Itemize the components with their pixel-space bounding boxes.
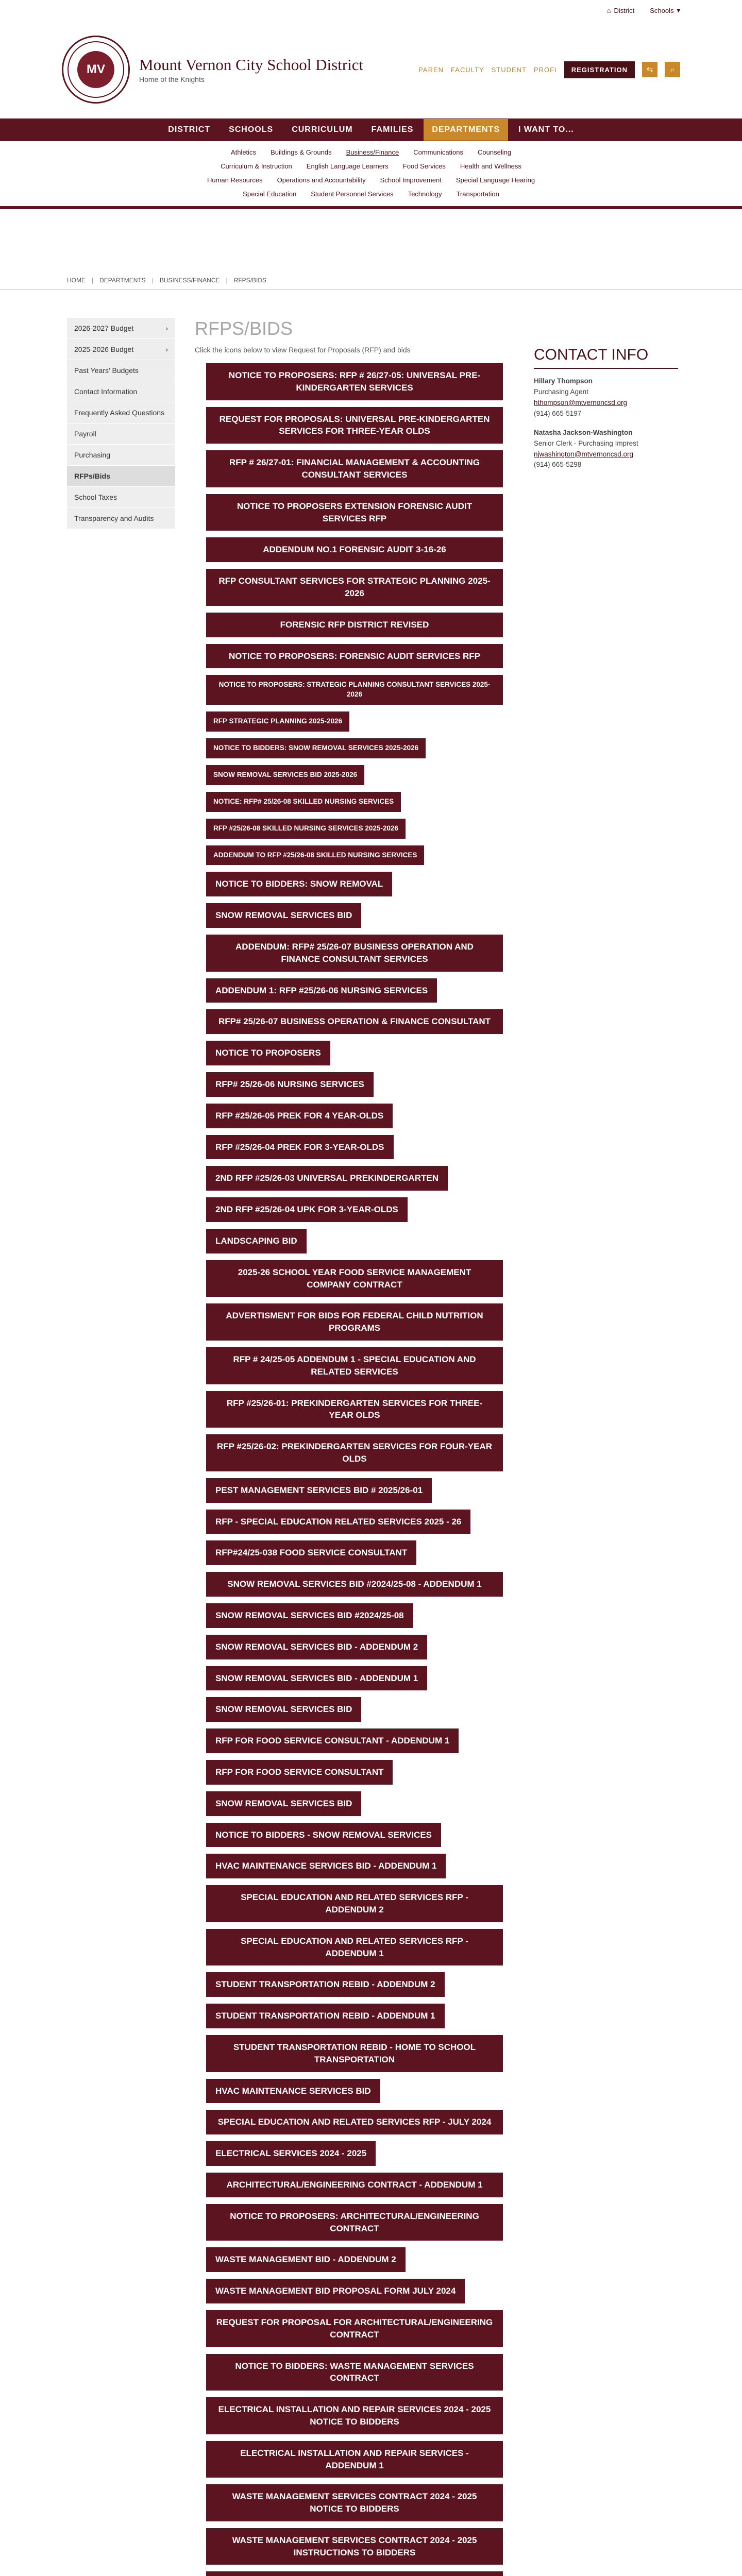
- header-utility: [418, 61, 680, 78]
- contact-phone: (914) 665-5298: [534, 461, 582, 469]
- bid-document-button[interactable]: WASTE MANAGEMENT BID - ADDENDUM 2: [206, 2247, 406, 2272]
- bid-document-button[interactable]: SNOW REMOVAL SERVICES BID #2024/25-08 - ADDENDUM 1: [206, 1572, 503, 1597]
- bid-document-button[interactable]: 2ND RFP #25/26-03 UNIVERSAL PREKINDERGARTEN: [206, 1166, 448, 1191]
- bid-document-button[interactable]: HVAC MAINTENANCE SERVICES BID - ADDENDUM 1: [206, 1854, 446, 1878]
- contact-name: Hillary Thompson: [534, 377, 593, 385]
- bid-document-button[interactable]: SPECIAL EDUCATION AND RELATED SERVICES RFP - ADDENDUM 2: [206, 1885, 503, 1922]
- audience-link[interactable]: FACULTY: [451, 65, 484, 74]
- bid-document-button[interactable]: STUDENT TRANSPORTATION REBID - ADDENDUM 2: [206, 1972, 445, 1997]
- bid-document-button[interactable]: SNOW REMOVAL SERVICES BID: [206, 1791, 361, 1816]
- brand[interactable]: [62, 36, 363, 104]
- sidebar-item[interactable]: [67, 445, 175, 466]
- contact-name: Natasha Jackson-Washington: [534, 428, 633, 436]
- sidebar-item[interactable]: [67, 423, 175, 445]
- bid-document-button[interactable]: 2025-26 SCHOOL YEAR FOOD SERVICE MANAGEMENT COMPANY CONTRACT: [206, 1260, 503, 1297]
- bid-document-button[interactable]: RFP #25/26-04 PREK FOR 3-YEAR-OLDS: [206, 1135, 394, 1160]
- sidebar-item-label: 2025-2026 Budget: [74, 345, 134, 353]
- bid-document-button[interactable]: RFP# 25/26-07 BUSINESS OPERATION & FINANCE CONSULTANT: [206, 1009, 503, 1034]
- bid-document-button[interactable]: RFP # 26/27-01: FINANCIAL MANAGEMENT & ACCOUNTING CONSULTANT SERVICES: [206, 450, 503, 487]
- sidebar-item-label: Contact Information: [74, 387, 138, 396]
- submenu-item[interactable]: Operations and Accountability: [277, 176, 366, 184]
- bid-document-button[interactable]: FORENSIC RFP DISTRICT REVISED: [206, 613, 503, 637]
- translate-icon[interactable]: ⇆: [642, 62, 657, 77]
- breadcrumb-item[interactable]: HOME: [67, 276, 86, 284]
- sidebar-item[interactable]: [67, 318, 175, 339]
- nav-item[interactable]: SCHOOLS: [229, 125, 274, 134]
- audience-links: [418, 66, 557, 74]
- audience-link[interactable]: STUDENT: [491, 65, 527, 74]
- contact-heading: CONTACT INFO: [534, 346, 649, 363]
- home-icon: ⌂: [606, 6, 611, 14]
- bid-document-button[interactable]: ADDENDUM: RFP# 25/26-07 BUSINESS OPERATION AND FINANCE CONSULTANT SERVICES: [206, 935, 503, 972]
- sidebar-item-label: Purchasing: [74, 451, 111, 459]
- contact-role: Senior Clerk - Purchasing Imprest: [534, 439, 638, 447]
- contact-email[interactable]: njwashington@mtvernoncsd.org: [534, 450, 634, 458]
- district-seal-logo: MV: [62, 36, 130, 104]
- bid-document-button[interactable]: RFP CONSULTANT SERVICES FOR STRATEGIC PLANNING 2025-2026: [206, 569, 503, 606]
- breadcrumb-separator: |: [226, 276, 228, 284]
- submenu-item[interactable]: School Improvement: [380, 176, 442, 184]
- bid-document-button[interactable]: NOTICE TO PROPOSERS: [206, 1041, 330, 1065]
- bid-document-button[interactable]: RFP# 25/26-06 NURSING SERVICES: [206, 1072, 374, 1097]
- hero-banner: [0, 209, 742, 271]
- bid-document-button[interactable]: NOTICE: RFP# 25/26-08 SKILLED NURSING SERVICES: [206, 792, 401, 812]
- bid-document-button[interactable]: RFP #25/26-02: PREKINDERGARTEN SERVICES FOR FOUR-YEAR OLDS: [206, 1434, 503, 1471]
- district-name: Mount Vernon City School District: [139, 56, 364, 74]
- bid-document-button[interactable]: ADVERTISMENT FOR BIDS FOR FEDERAL CHILD NUTRITION PROGRAMS: [206, 1303, 503, 1341]
- main-navigation: [0, 118, 742, 209]
- bid-document-button[interactable]: NOTICE TO PROPOSERS EXTENSION FORENSIC AUDIT SERVICES RFP: [206, 494, 503, 531]
- bid-document-button[interactable]: SNOW REMOVAL SERVICES BID 2025-2026: [206, 765, 364, 785]
- sidebar-item[interactable]: [67, 466, 175, 487]
- bid-document-button[interactable]: RFP#24/25-038 FOOD SERVICE CONSULTANT: [206, 1540, 416, 1565]
- bid-document-button[interactable]: NOTICE TO PROPOSERS: RFP # 26/27-05: UNIVERSAL PRE-KINDERGARTEN SERVICES: [206, 363, 503, 400]
- submenu-item[interactable]: Special Education: [243, 190, 297, 198]
- bid-list: [195, 363, 514, 2576]
- contact-phone: (914) 665-5197: [534, 409, 582, 417]
- departments-submenu: [0, 141, 742, 209]
- submenu-item[interactable]: Technology: [408, 190, 442, 198]
- chevron-down-icon: ▾: [677, 6, 680, 14]
- bid-document-button[interactable]: SNOW REMOVAL SERVICES BID: [206, 903, 361, 928]
- audience-link[interactable]: PAREN: [418, 65, 444, 74]
- audience-link[interactable]: PROFI: [534, 65, 557, 74]
- bid-document-button[interactable]: SNOW REMOVAL SERVICES BID - ADDENDUM 2: [206, 1635, 427, 1659]
- submenu-item[interactable]: Curriculum & Instruction: [221, 162, 292, 170]
- bid-document-button[interactable]: REQUEST FOR PROPOSAL FOR ARCHITECTURAL/ENGINEERING CONTRACT: [206, 2310, 503, 2347]
- bid-document-button[interactable]: SNOW REMOVAL SERVICES BID #2024/25-08: [206, 1603, 413, 1628]
- bid-document-button[interactable]: 2ND RFP #25/26-04 UPK FOR 3-YEAR-OLDS: [206, 1197, 408, 1222]
- breadcrumb-separator: |: [151, 276, 154, 284]
- bid-document-button[interactable]: RFP STRATEGIC PLANNING 2025-2026: [206, 711, 349, 732]
- bid-document-button[interactable]: STUDENT TRANSPORTATION REBID - ADDENDUM 1: [206, 2004, 445, 2028]
- bid-document-button[interactable]: PEST MANAGEMENT SERVICES BID # 2025/26-01: [206, 1478, 432, 1503]
- sidebar-item[interactable]: [67, 487, 175, 508]
- bid-document-button[interactable]: ADDENDUM 1: RFP #25/26-06 NURSING SERVICES: [206, 978, 437, 1003]
- bid-document-button[interactable]: SNOW REMOVAL SERVICES BID - ADDENDUM 1: [206, 1666, 427, 1691]
- chevron-right-icon: ›: [165, 345, 168, 353]
- bid-document-button[interactable]: NOTICE TO BIDDERS: SNOW REMOVAL: [206, 872, 392, 896]
- bid-document-button[interactable]: LANDSCAPING BID: [206, 1229, 307, 1253]
- district-tagline: Home of the Knights: [139, 75, 205, 83]
- site-header: [0, 21, 742, 118]
- breadcrumb-item: RFPS/BIDS: [233, 276, 267, 284]
- submenu-item[interactable]: Food Services: [402, 162, 446, 170]
- bid-document-button[interactable]: RFP FOR FOOD SERVICE CONSULTANT: [206, 1760, 393, 1785]
- sidebar-item-label: Frequently Asked Questions: [74, 409, 165, 417]
- bid-document-button[interactable]: ELECTRICAL SERVICES 2024 - 2025: [206, 2141, 376, 2166]
- bid-document-button[interactable]: RFP FOR FOOD SERVICE CONSULTANT - ADDENDUM 1: [206, 1728, 459, 1753]
- breadcrumb-item[interactable]: DEPARTMENTS: [99, 276, 146, 284]
- bid-document-button[interactable]: RFP #25/26-08 SKILLED NURSING SERVICES 2025-2026: [206, 819, 406, 839]
- bid-document-button[interactable]: ELECTRICAL INSTALLATION AND REPAIR SERVICES - ADDENDUM 1: [206, 2441, 503, 2478]
- nav-item[interactable]: I WANT TO...: [518, 125, 574, 134]
- bid-document-button[interactable]: SPECIAL EDUCATION AND RELATED SERVICES RFP - ADDENDUM 1: [206, 1929, 503, 1966]
- main-content: [195, 318, 514, 2576]
- submenu-item[interactable]: English Language Learners: [306, 162, 389, 170]
- sidebar-item-label: Payroll: [74, 430, 96, 438]
- bid-document-button[interactable]: RFP #25/26-05 PREK FOR 4 YEAR-OLDS: [206, 1104, 393, 1128]
- bid-document-button[interactable]: SNOW REMOVAL SERVICES BID: [206, 1697, 361, 1722]
- nav-item[interactable]: DISTRICT: [168, 125, 211, 134]
- sidebar-item-label: Transparency and Audits: [74, 514, 154, 522]
- nav-item[interactable]: CURRICULUM: [292, 125, 353, 134]
- chevron-right-icon: ›: [165, 324, 168, 332]
- top-utility-bar: [0, 0, 742, 21]
- search-icon[interactable]: ⌕: [665, 62, 680, 77]
- bid-document-button[interactable]: NOTICE TO PROPOSERS: ARCHITECTURAL/ENGINEERING CONTRACT: [206, 2204, 503, 2241]
- sidebar-item[interactable]: [67, 402, 175, 423]
- breadcrumb-item[interactable]: BUSINESS/FINANCE: [159, 276, 220, 284]
- submenu-item[interactable]: Buildings & Grounds: [271, 148, 332, 156]
- bid-document-button[interactable]: RFP # 24/25-05 ADDENDUM 1 - SPECIAL EDUCATION AND RELATED SERVICES: [206, 1347, 503, 1384]
- sidebar-item[interactable]: [67, 508, 175, 529]
- submenu-item[interactable]: Transportation: [456, 190, 499, 198]
- submenu-item[interactable]: Health and Wellness: [460, 162, 521, 170]
- bid-document-button[interactable]: WASTE MANAGEMENT BID PROPOSAL FORM JULY 2024: [206, 2279, 465, 2303]
- bid-document-button[interactable]: WASTE MANAGEMENT SERVICES CONTRACT 2024 - 2025 INSTRUCTIONS TO BIDDERS: [206, 2528, 503, 2565]
- district-link[interactable]: ⌂ District: [606, 6, 635, 14]
- bid-document-button[interactable]: REQUEST FOR PROPOSALS: UNIVERSAL PRE-KINDERGARTEN SERVICES FOR THREE-YEAR OLDS: [206, 407, 503, 444]
- submenu-item[interactable]: Communications: [413, 148, 464, 156]
- section-sidebar: [67, 318, 175, 2576]
- bid-document-button[interactable]: ADDENDUM NO.1 FORENSIC AUDIT 3-16-26: [206, 537, 503, 562]
- contact-email[interactable]: hthompson@mtvernoncsd.org: [534, 398, 628, 406]
- bid-document-button[interactable]: NOTICE TO BIDDERS: SNOW REMOVAL SERVICES 2025-2026: [206, 738, 426, 758]
- sidebar-item[interactable]: [67, 360, 175, 381]
- nav-item[interactable]: FAMILIES: [371, 125, 414, 134]
- submenu-item[interactable]: Business/Finance: [346, 148, 399, 156]
- submenu-item[interactable]: Student Personnel Services: [311, 190, 394, 198]
- breadcrumb-separator: |: [92, 276, 94, 284]
- bid-document-button[interactable]: HVAC MAINTENANCE SERVICES BID: [206, 2079, 380, 2104]
- bid-document-button[interactable]: RFP - SPECIAL EDUCATION RELATED SERVICES 2025 - 26: [206, 1510, 470, 1534]
- bid-document-button[interactable]: WASTE MANAGEMENT SERVICES CONTRACT 2024 - 2025 NOTICE TO BIDDERS: [206, 2484, 503, 2521]
- sidebar-item-label: Past Years' Budgets: [74, 366, 139, 375]
- registration-button[interactable]: REGISTRATION: [564, 61, 635, 78]
- bid-document-button[interactable]: NOTICE TO BIDDERS - SNOW REMOVAL SERVICES: [206, 1823, 441, 1848]
- bid-document-button[interactable]: ADDENDUM TO RFP #25/26-08 SKILLED NURSING SERVICES: [206, 845, 424, 866]
- schools-dropdown[interactable]: Schools ▾: [650, 6, 680, 14]
- nav-item[interactable]: DEPARTMENTS: [424, 119, 508, 141]
- bid-document-button[interactable]: STUDENT TRANSPORTATION REBID - HOME TO SCHOOL TRANSPORTATION: [206, 2035, 503, 2072]
- contact-info: [534, 318, 678, 2576]
- bid-document-button[interactable]: [206, 2571, 503, 2576]
- bid-document-button[interactable]: ARCHITECTURAL/ENGINEERING CONTRACT - ADDENDUM 1: [206, 2173, 503, 2197]
- bid-document-button[interactable]: NOTICE TO PROPOSERS: FORENSIC AUDIT SERVICES RFP: [206, 644, 503, 669]
- bid-document-button[interactable]: NOTICE TO BIDDERS: WASTE MANAGEMENT SERVICES CONTRACT: [206, 2354, 503, 2391]
- submenu-item[interactable]: Human Resources: [207, 176, 263, 184]
- bid-document-button[interactable]: RFP #25/26-01: PREKINDERGARTEN SERVICES FOR THREE-YEAR OLDS: [206, 1391, 503, 1428]
- submenu-item[interactable]: Athletics: [230, 148, 257, 156]
- sidebar-item-label: School Taxes: [74, 493, 117, 501]
- sidebar-item-label: RFPs/Bids: [74, 472, 111, 480]
- sidebar-item[interactable]: [67, 339, 175, 360]
- page-intro: Click the icons below to view Request for Proposals (RFP) and bids: [195, 346, 411, 354]
- submenu-item[interactable]: Special Language Hearing: [456, 176, 535, 184]
- sidebar-item-label: 2026-2027 Budget: [74, 324, 134, 332]
- page-title: RFPS/BIDS: [195, 318, 293, 339]
- contact-role: Purchasing Agent: [534, 387, 588, 396]
- submenu-item[interactable]: Counseling: [478, 148, 512, 156]
- bid-document-button[interactable]: ELECTRICAL INSTALLATION AND REPAIR SERVICES 2024 - 2025 NOTICE TO BIDDERS: [206, 2397, 503, 2434]
- breadcrumb: [0, 271, 742, 290]
- bid-document-button[interactable]: NOTICE TO PROPOSERS: STRATEGIC PLANNING CONSULTANT SERVICES 2025-2026: [206, 675, 503, 705]
- sidebar-item[interactable]: [67, 381, 175, 402]
- bid-document-button[interactable]: SPECIAL EDUCATION AND RELATED SERVICES RFP - JULY 2024: [206, 2110, 503, 2134]
